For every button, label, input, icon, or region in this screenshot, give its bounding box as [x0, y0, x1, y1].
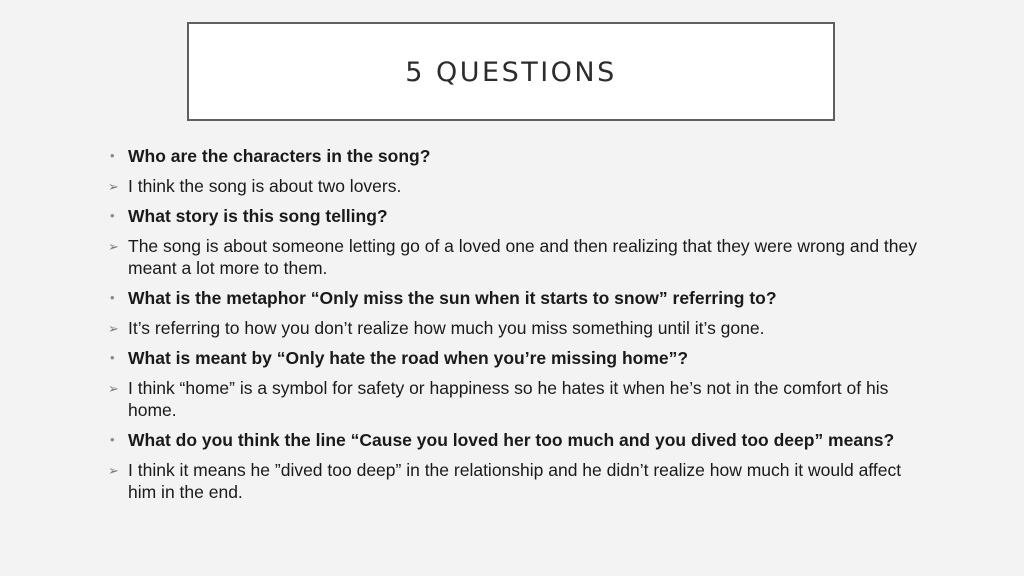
slide-title: 5 QUESTIONS: [405, 57, 617, 88]
content-list: [108, 145, 928, 511]
answer-text: It’s referring to how you don’t realize how much you miss something until it’s gone.: [128, 318, 765, 338]
answer-item: [108, 317, 928, 339]
bullet-dot-icon: •: [110, 148, 115, 163]
answer-item: [108, 175, 928, 197]
answer-text: The song is about someone letting go of a loved one and then realizing that they were wrong and they meant a lot more to them.: [128, 236, 917, 278]
answer-text: I think it means he ”dived too deep” in the relationship and he didn’t realize how much it would affect him in the end.: [128, 460, 902, 502]
arrow-bullet-icon: ➢: [108, 321, 119, 336]
answer-item: [108, 459, 928, 503]
arrow-bullet-icon: ➢: [108, 179, 119, 194]
question-text: What story is this song telling?: [128, 206, 388, 226]
bullet-dot-icon: •: [110, 208, 115, 223]
question-item: [108, 429, 928, 451]
bullet-dot-icon: •: [110, 432, 115, 447]
question-text: What do you think the line “Cause you loved her too much and you dived too deep” means?: [128, 430, 895, 450]
question-item: [108, 287, 928, 309]
arrow-bullet-icon: ➢: [108, 463, 119, 478]
question-text: Who are the characters in the song?: [128, 146, 431, 166]
question-item: [108, 347, 928, 369]
question-text: What is meant by “Only hate the road when you’re missing home”?: [128, 348, 689, 368]
bullet-dot-icon: •: [110, 290, 115, 305]
title-box: [187, 22, 835, 121]
answer-item: [108, 377, 928, 421]
answer-item: [108, 235, 928, 279]
question-item: [108, 145, 928, 167]
arrow-bullet-icon: ➢: [108, 381, 119, 396]
arrow-bullet-icon: ➢: [108, 239, 119, 254]
question-text: What is the metaphor “Only miss the sun when it starts to snow” referring to?: [128, 288, 777, 308]
question-item: [108, 205, 928, 227]
answer-text: I think “home” is a symbol for safety or happiness so he hates it when he’s not in the comfort of his home.: [128, 378, 889, 420]
answer-text: I think the song is about two lovers.: [128, 176, 402, 196]
bullet-dot-icon: •: [110, 350, 115, 365]
